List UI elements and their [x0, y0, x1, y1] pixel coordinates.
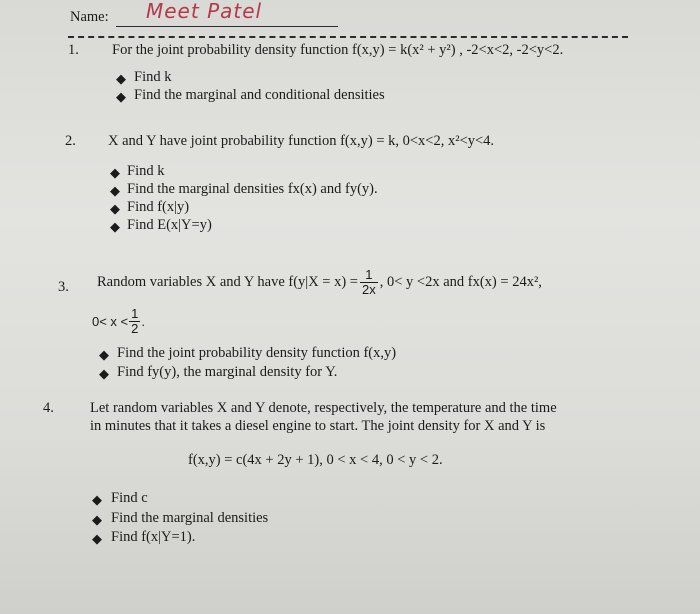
problem-1-task-2: Find the marginal and conditional densities: [134, 87, 385, 103]
bullet-icon: ◆: [110, 219, 120, 234]
problem-3-condition-part-a: 0< x <: [92, 313, 129, 329]
name-handwritten-value: Meet Patel: [146, 0, 263, 23]
problem-1-task-1: Find k: [134, 69, 172, 85]
problem-4-number: 4.: [43, 400, 54, 416]
problem-3-statement: [97, 266, 542, 298]
fraction-1-over-2: [129, 307, 140, 336]
bullet-icon: ◆: [116, 71, 126, 86]
problem-2-task-3: Find f(x|y): [127, 199, 190, 215]
problem-4-task-3: Find f(x|Y=1).: [111, 529, 196, 545]
header-divider: [68, 36, 628, 38]
name-underline: [116, 26, 338, 27]
fraction-denominator: 2: [131, 320, 139, 336]
fraction-denominator: 2x: [362, 281, 376, 297]
bullet-icon: ◆: [110, 201, 120, 216]
bullet-icon: ◆: [99, 347, 109, 362]
fraction-1-over-2x: [360, 268, 378, 297]
problem-4-task-1: Find c: [111, 490, 148, 506]
problem-3-statement-part-a: Random variables X and Y have f(y|X = x) =: [97, 273, 358, 290]
problem-4-line-1: Let random variables X and Y denote, respectively, the temperature and the time: [90, 400, 557, 416]
problem-3-number: 3.: [58, 279, 69, 295]
bullet-icon: ◆: [92, 531, 102, 546]
name-label: Name:: [70, 9, 109, 25]
bullet-icon: ◆: [92, 492, 102, 507]
problem-3-statement-part-b: , 0< y <2x and fx(x) = 24x²,: [379, 273, 542, 290]
bullet-icon: ◆: [110, 165, 120, 180]
problem-3-task-2: Find fy(y), the marginal density for Y.: [117, 364, 338, 380]
bullet-icon: ◆: [110, 183, 120, 198]
problem-2-task-2: Find the marginal densities fx(x) and fy(y).: [127, 181, 378, 197]
problem-4-line-2: in minutes that it takes a diesel engine to start. The joint density for X and Y is: [90, 418, 546, 434]
problem-1-statement: For the joint probability density function f(x,y) = k(x² + y²) , -2<x<2, -2<y<2.: [112, 42, 564, 58]
problem-3-condition-part-b: .: [141, 313, 145, 329]
problem-3-condition: [92, 305, 145, 337]
fraction-numerator: 1: [131, 305, 139, 321]
bullet-icon: ◆: [99, 366, 109, 381]
bullet-icon: ◆: [116, 89, 126, 104]
problem-4-task-2: Find the marginal densities: [111, 510, 269, 526]
problem-2-number: 2.: [65, 133, 76, 149]
problem-4-formula: f(x,y) = c(4x + 2y + 1), 0 < x < 4, 0 < y < 2.: [188, 452, 443, 468]
problem-2-task-1: Find k: [127, 163, 165, 179]
problem-2-statement: X and Y have joint probability function f(x,y) = k, 0<x<2, x²<y<4.: [108, 133, 495, 149]
fraction-numerator: 1: [360, 268, 378, 283]
problem-2-task-4: Find E(x|Y=y): [127, 217, 212, 233]
bullet-icon: ◆: [92, 512, 102, 527]
problem-1-number: 1.: [68, 42, 79, 58]
problem-3-task-1: Find the joint probability density function f(x,y): [117, 345, 397, 361]
